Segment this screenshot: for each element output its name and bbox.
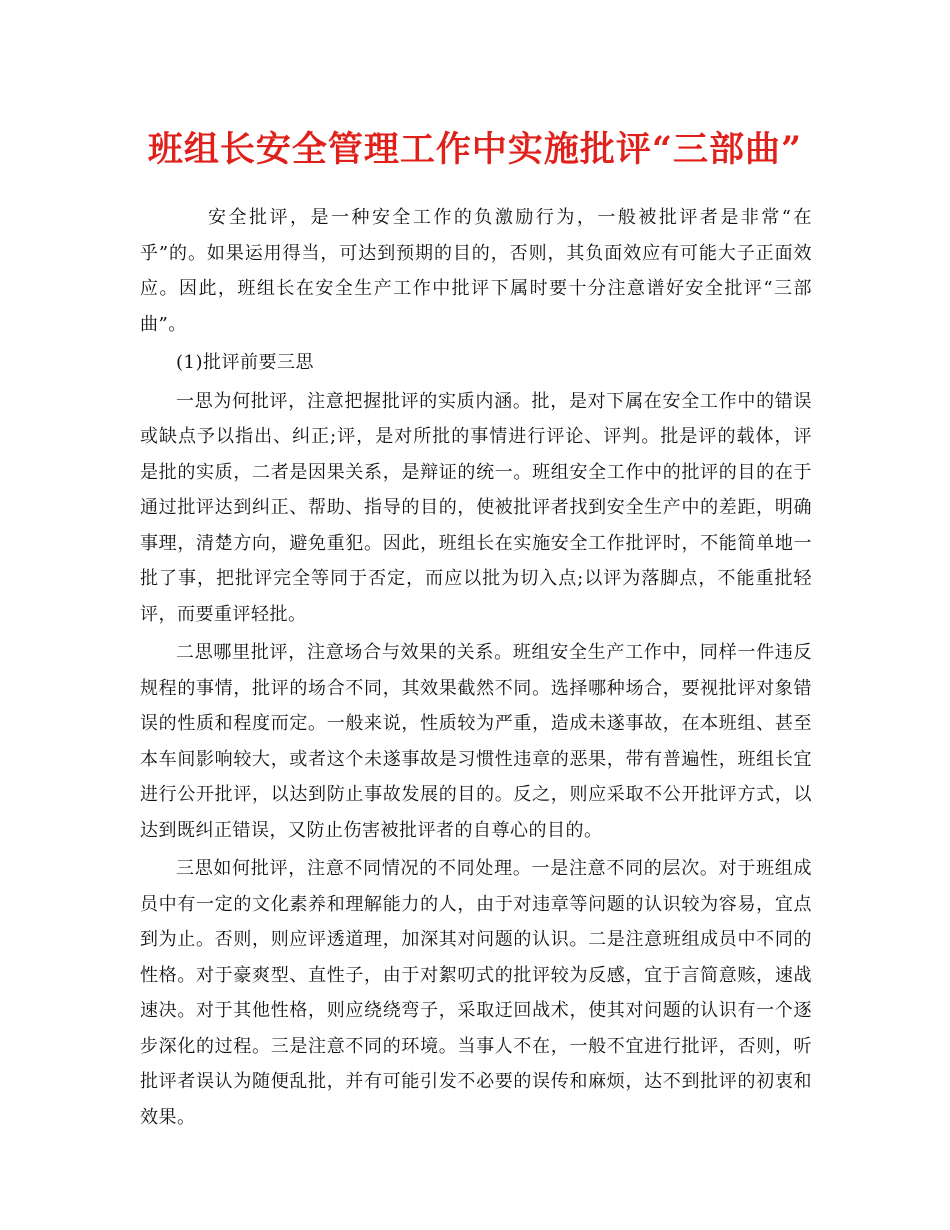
body-paragraph-3: 三思如何批评，注意不同情况的不同处理。一是注意不同的层次。对于班组成员中有一定的文化素养和理解能力的人，由于对违章等问题的认识较为容易，宜点到为止。否则，则应评透道理，加深其对问题的认识。二是注意班组成员中不同的性格。对于豪爽型、直性子，由于对絮叨式的批评较为反感，宜于言简意赅，速战速决。对于其他性格，则应绕绕弯子，采取迂回战术，使其对问题的认识有一个逐步深化的过程。三是注意不同的环境。当事人不在，一般不宜进行批评，否则，听批评者误认为随便乱批，并有可能引发不必要的误传和麻烦，达不到批评的初衷和效果。 (140, 858, 812, 1128)
document-body (140, 200, 812, 1138)
section-heading: (1)批评前要三思 (176, 352, 314, 373)
document-title: 班组长安全管理工作中实施批评“三部曲” (147, 129, 803, 170)
intro-paragraph: 安全批评，是一种安全工作的负激励行为，一般被批评者是非常“在乎”的。如果运用得当，可达到预期的目的，否则，其负面效应有可能大子正面效应。因此，班组长在安全生产工作中批评下属时要十分注意谱好安全批评“三部曲”。 (140, 207, 812, 335)
body-paragraph-2: 二思哪里批评，注意场合与效果的关系。班组安全生产工作中，同样一件违反规程的事情，批评的场合不同，其效果截然不同。选择哪种场合，要视批评对象错误的性质和程度而定。一般来说，性质较为严重，造成未遂事故，在本班组、甚至本车间影响较大，或者这个未遂事故是习惯性违章的恶果，带有普遍性，班组长宜进行公开批评，以达到防止事故发展的目的。反之，则应采取不公开批评方式，以达到既纠正错误，又防止伤害被批评者的自尊心的目的。 (140, 642, 812, 841)
body-paragraph-1: 一思为何批评，注意把握批评的实质内涵。批，是对下属在安全工作中的错误或缺点予以指出、纠正;评，是对所批的事情进行评论、评判。批是评的载体，评是批的实质，二者是因果关系，是辩证的统一。班组安全工作中的批评的目的在于通过批评达到纠正、帮助、指导的目的，使被批评者找到安全生产中的差距，明确事理，清楚方向，避免重犯。因此，班组长在实施安全工作批评时，不能简单地一批了事，把批评完全等同于否定，而应以批为切入点;以评为落脚点，不能重批轻评，而要重评轻批。 (140, 390, 812, 625)
